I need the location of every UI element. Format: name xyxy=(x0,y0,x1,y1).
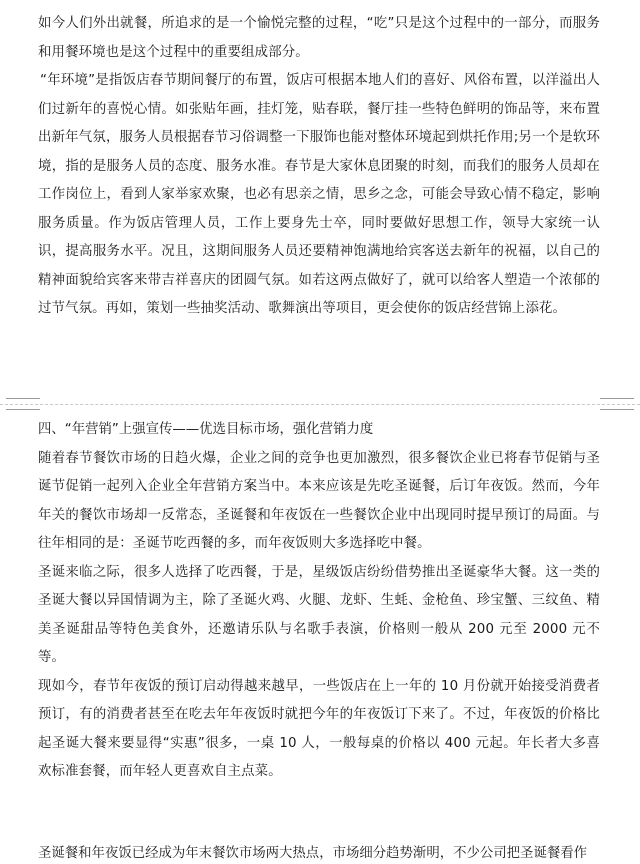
page-margin-marker-left xyxy=(6,398,40,410)
page-margin-marker-right xyxy=(600,398,634,410)
paragraph-christmas-dinner: 圣诞来临之际，很多人选择了吃西餐，于是，星级饭店纷纷借势推出圣诞豪华大餐。这一类的圣诞大餐以异国情调为主，除了圣诞火鸡、火腿、龙虾、生蚝、金枪鱼、珍宝蟹、三纹鱼、精美圣诞甜品等特色美食外，还邀请乐队与名歌手表演，价格则一般从 200 元至 2000 元不等。 xyxy=(38,564,600,665)
section-top xyxy=(38,10,600,324)
page-break-line xyxy=(0,404,640,406)
paragraph-market-competition: 随着春节餐饮市场的日趋火爆，企业之间的竞争也更加激烈，很多餐饮企业已将春节促销与圣诞节促销一起列入企业全年营销方案当中。本来应该是先吃圣诞餐，后订年夜饭。然而，今年年关的餐饮市场却一反常态，圣诞餐和年夜饭在一些餐饮企业中出现同时提早预订的局面。与往年相同的是：圣诞节吃西餐的多，而年夜饭则大多选择吃中餐。 xyxy=(38,450,600,551)
paragraph-new-year-eve-dinner: 现如今，春节年夜饭的预订启动得越来越早，一些饭店在上一年的 10 月份就开始接受消费者预订，有的消费者甚至在吃去年年夜饭时就把今年的年夜饭订下来了。不过，年夜饭的价格比起圣诞大餐来要显得“实惠”很多，一桌 10 人，一般每桌的价格以 400 元起。年长者大多喜欢标准套餐，而年轻人更喜欢自主点菜。 xyxy=(38,678,600,779)
paragraph-intro: 如今人们外出就餐，所追求的是一个愉悦完整的过程，“吃”只是这个过程中的一部分，而服务和用餐环境也是这个过程中的重要组成部分。 xyxy=(38,16,600,60)
paragraph-new-year-environment: “年环境”是指饭店春节期间餐厅的布置，饭店可根据本地人们的喜好、风俗布置，以洋溢出人们过新年的喜悦心情。如张贴年画，挂灯笼，贴春联，餐厅挂一些特色鲜明的饰品等，来布置出新年气氛，服务人员根据春节习俗调整一下服饰也能对整体环境起到烘托作用;另一个是软环境，指的是服务人员的态度、服务水准。春节是大家休息团聚的时刻，而我们的服务人员却在工作岗位上，看到人家举家欢聚，也必有思亲之情，思乡之念，可能会导致心情不稳定，影响服务质量。作为饭店管理人员，工作上要身先士卒，同时要做好思想工作，领导大家统一认识，提高服务水平。况且，这期间服务人员还要精神饱满地给宾客送去新年的祝福，以自己的精神面貌给宾客来带吉祥喜庆的团圆气氛。如若这两点做好了，就可以给客人塑造一个浓郁的过节气氛。再如，策划一些抽奖活动、歌舞演出等项目，更会使你的饭店经营锦上添花。 xyxy=(38,73,600,316)
section-bottom xyxy=(38,416,600,787)
section-heading: 四、“年营销”上强宣传——优选目标市场，强化营销力度 xyxy=(38,422,374,437)
paragraph-cut-off: 圣诞餐和年夜饭已经成为年末餐饮市场两大热点，市场细分趋势渐明，不少公司把圣诞餐看作 xyxy=(38,846,588,861)
